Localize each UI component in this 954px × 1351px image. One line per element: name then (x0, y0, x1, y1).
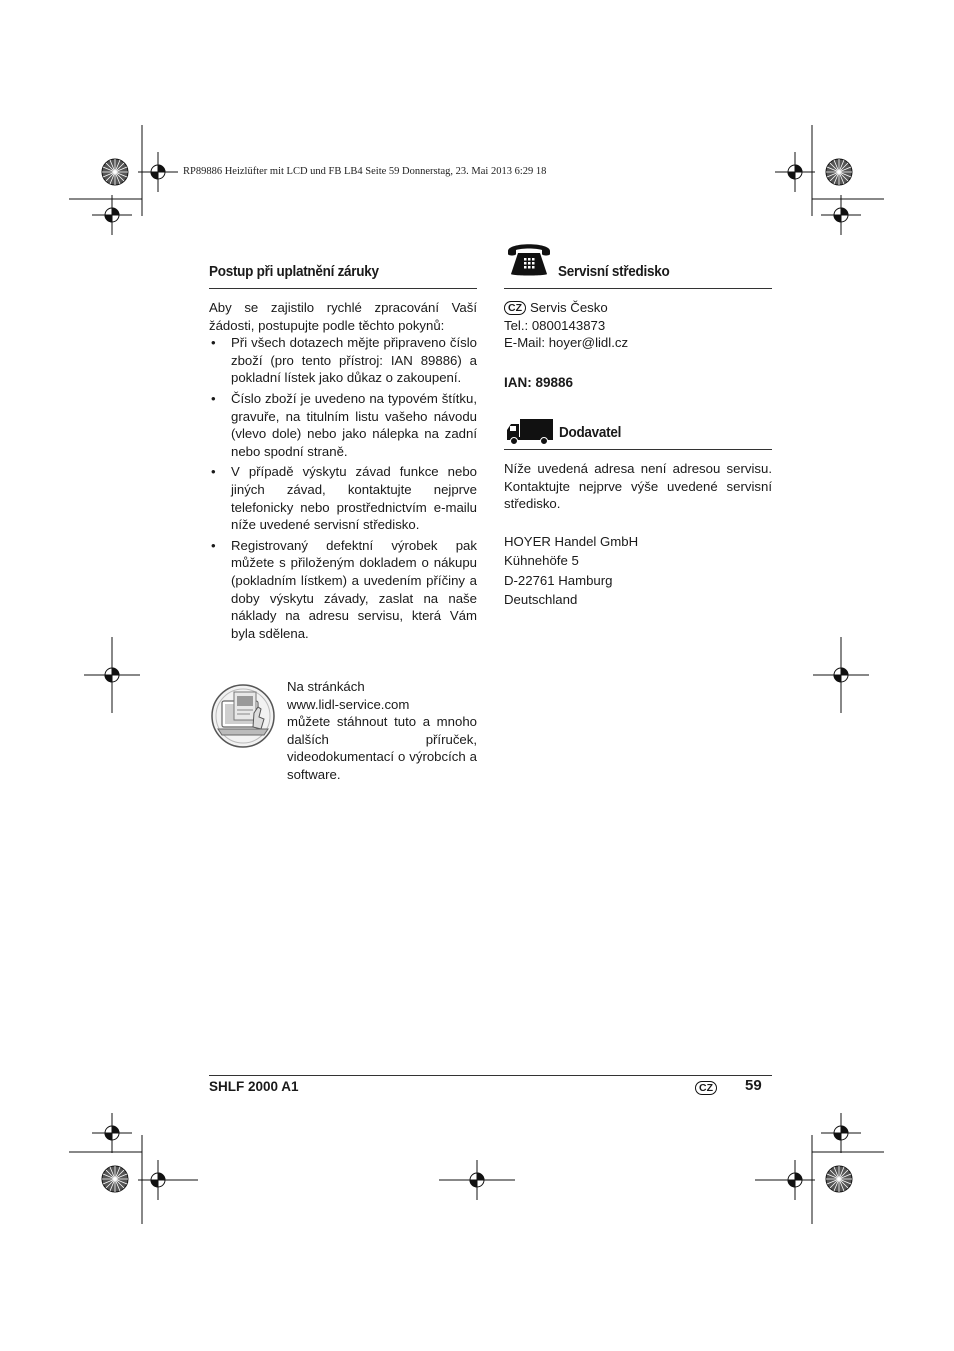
warranty-heading-rule (209, 288, 477, 289)
footer-rule (209, 1075, 772, 1076)
address-line: HOYER Handel GmbH (504, 533, 639, 549)
list-item: • V případě výskytu závad funkce nebo jiných závad, kontaktujte nejprve telefonicky nebo prostřednictvím e-mailu níže uvedené servisní středisko. (211, 464, 477, 533)
warranty-intro: Aby se zajistilo rychlé zpracování Vaší žádosti, postupujte podle těchto pokynů: (209, 300, 477, 333)
bullet: • (211, 537, 216, 553)
supplier-heading-rule (504, 449, 772, 450)
service-line-1: Na stránkách (287, 679, 365, 694)
lidl-service-icon (210, 683, 276, 749)
list-item: • Při všech dotazech mějte připraveno číslo zboží (pro tento přístroj: IAN 89886) a pokladní lístek jako důkaz o zakoupení. (211, 335, 477, 386)
warranty-body (209, 299, 477, 645)
address-line: D-22761 Hamburg (504, 572, 613, 588)
service-tel: Tel.: 0800143873 (504, 317, 606, 333)
country-badge: CZ (504, 301, 526, 315)
print-slug: RP89886 Heizlüfter mit LCD und FB LB4 Seite 59 Donnerstag, 23. Mai 2013 6:29 18 (183, 166, 547, 177)
lidl-service-text (287, 678, 477, 784)
warranty-steps (209, 334, 477, 642)
page-number: 59 (745, 1077, 762, 1094)
supplier-note: Níže uvedená adresa není adresou servisu. Kontaktujte nejprve výše uvedené servisní středisko. (504, 461, 772, 512)
list-item: • Registrovaný defektní výrobek pak můžete s přiloženým dokladem o nákupu (pokladním lístkem) a uvedením příčiny a doby výskytu závady, zaslat na naše náklady na adresu servisu, která Vám byla sdělena. (211, 537, 477, 641)
address-line: Kühnehöfe 5 (504, 553, 579, 569)
footer-model: SHLF 2000 A1 (209, 1079, 299, 1094)
supplier-body (504, 460, 772, 610)
bullet: • (211, 464, 216, 480)
ian-number: IAN: 89886 (504, 375, 574, 390)
address-line: Deutschland (504, 592, 578, 608)
warranty-heading: Postup při uplatnění záruky (209, 263, 379, 280)
truck-icon (506, 417, 554, 445)
service-heading: Servisní středisko (558, 263, 670, 280)
service-name: Servis Česko (530, 300, 608, 315)
list-item: • Číslo zboží je uvedeno na typovém štítku, gravuře, na titulním listu vašeho návodu (vlevo dole) nebo jako nálepka na zadní nebo spodní straně. (211, 390, 477, 459)
footer-country-badge: CZ (695, 1081, 717, 1095)
bullet: • (211, 390, 216, 406)
service-contact (504, 299, 772, 352)
service-heading-rule (504, 288, 772, 289)
service-line-3: můžete stáhnout tuto a mnoho dalších příruček, videodokumentací o výrobcích a software. (287, 714, 477, 782)
service-url: www.lidl-service.com (287, 696, 410, 712)
service-email: E-Mail: hoyer@lidl.cz (504, 335, 629, 351)
service-name-line (504, 299, 772, 317)
telephone-icon (505, 238, 553, 278)
bullet: • (211, 335, 216, 351)
supplier-heading: Dodavatel (559, 424, 622, 441)
